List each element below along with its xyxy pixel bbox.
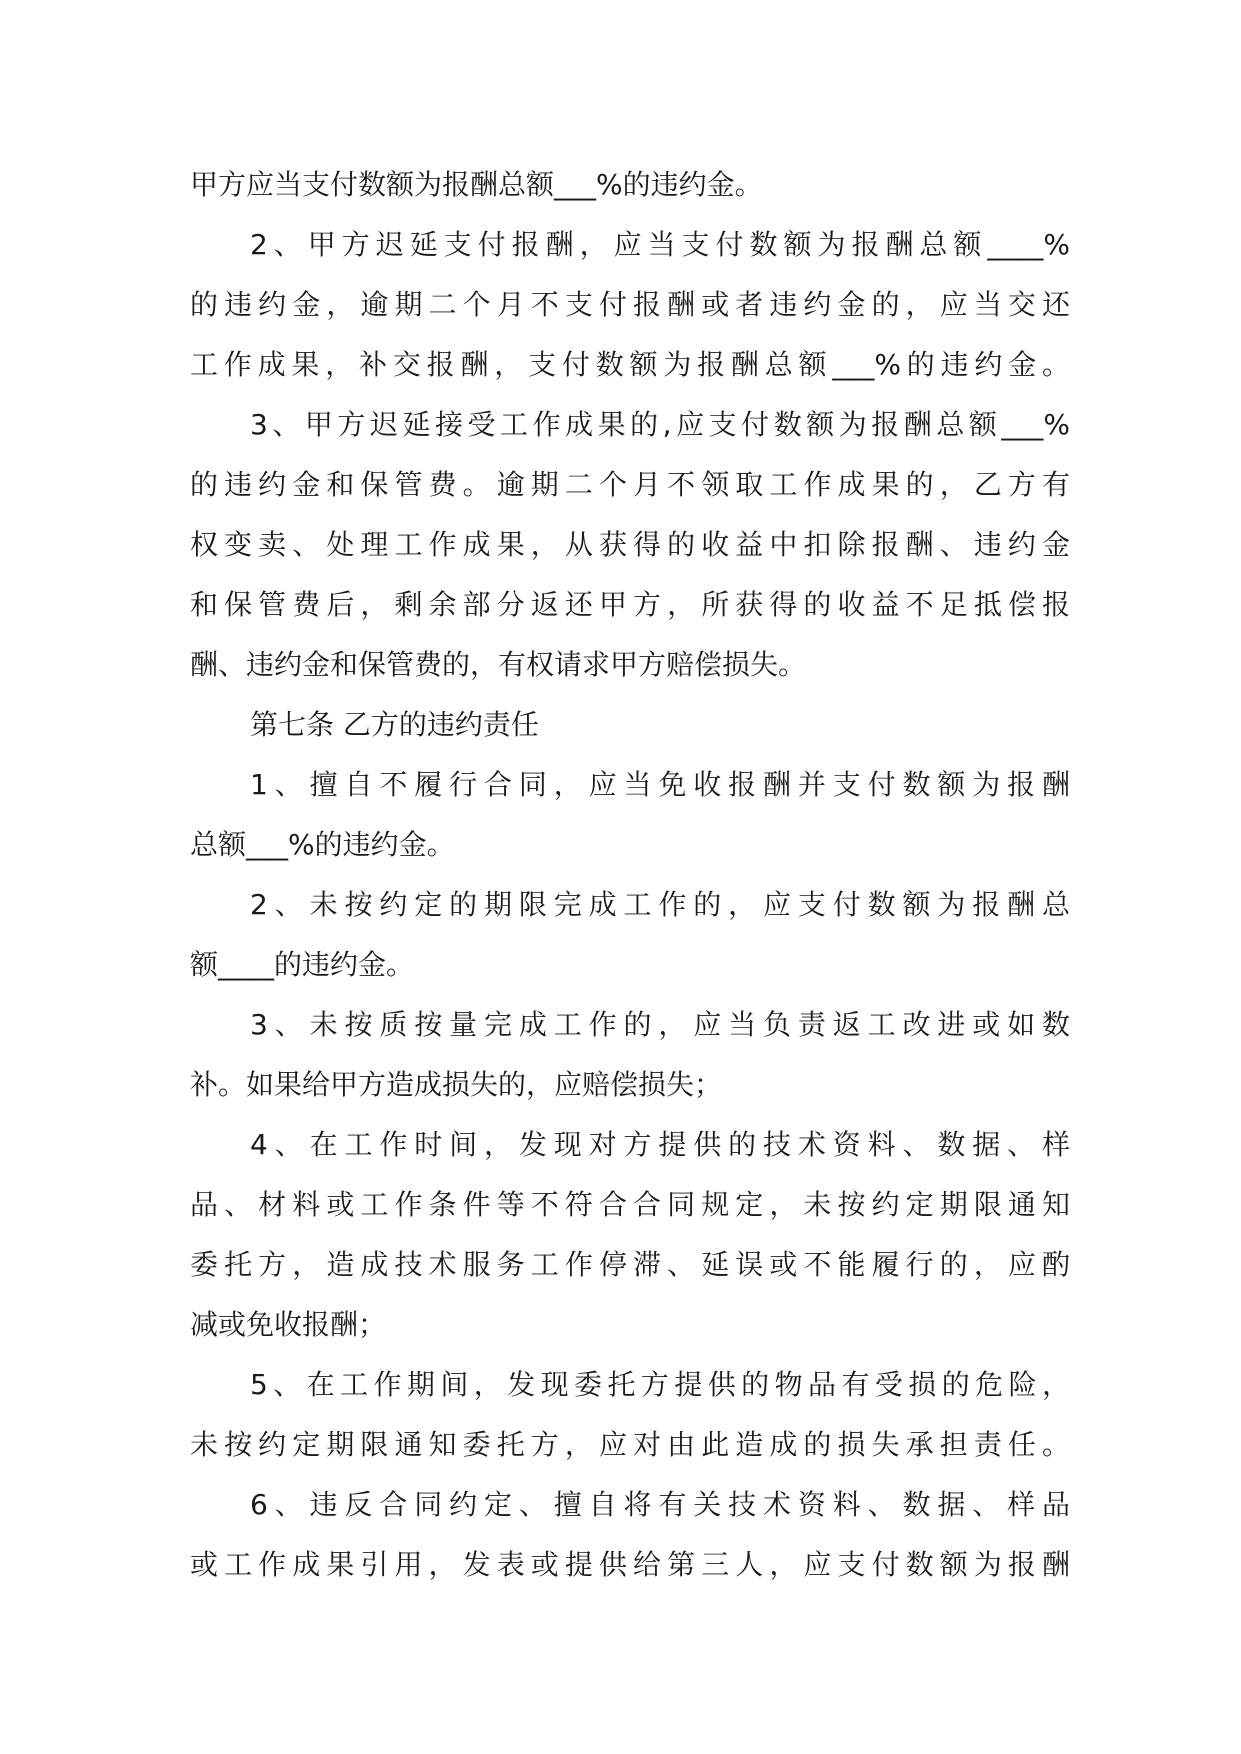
text-line-4: 工作成果，补交报酬，支付数额为报酬总额___%的违约金。 xyxy=(190,348,1070,381)
text-line-17: 4、在工作时间，发现对方提供的技术资料、数据、样 xyxy=(250,1128,1070,1161)
section-heading-article-7: 第七条 乙方的违约责任 xyxy=(250,708,539,741)
text-line-5: 3、甲方迟延接受工作成果的,应支付数额为报酬总额___% xyxy=(250,408,1070,441)
text-line-19: 委托方，造成技术服务工作停滞、延误或不能履行的，应酌 xyxy=(190,1248,1070,1281)
text-line-20: 减或免收报酬； xyxy=(190,1308,387,1341)
text-line-14: 额____的违约金。 xyxy=(190,948,415,981)
text-line-12: 总额___%的违约金。 xyxy=(190,828,455,861)
text-line-9: 酬、违约金和保管费的，有权请求甲方赔偿损失。 xyxy=(190,648,807,681)
text-line-21: 5、在工作期间，发现委托方提供的物品有受损的危险， xyxy=(250,1368,1070,1401)
text-line-18: 品、材料或工作条件等不符合合同规定，未按约定期限通知 xyxy=(190,1188,1070,1221)
text-line-16: 补。如果给甲方造成损失的，应赔偿损失； xyxy=(190,1068,723,1101)
text-line-23: 6、违反合同约定、擅自将有关技术资料、数据、样品 xyxy=(250,1488,1070,1521)
text-line-3: 的违约金，逾期二个月不支付报酬或者违约金的，应当交还 xyxy=(190,288,1070,321)
text-line-6: 的违约金和保管费。逾期二个月不领取工作成果的，乙方有 xyxy=(190,468,1070,501)
contract-text-body xyxy=(190,155,1070,1595)
text-line-2: 2、甲方迟延支付报酬，应当支付数额为报酬总额____% xyxy=(250,228,1070,261)
text-line-1: 甲方应当支付数额为报酬总额___%的违约金。 xyxy=(190,168,763,201)
text-line-22: 未按约定期限通知委托方，应对由此造成的损失承担责任。 xyxy=(190,1428,1070,1461)
text-line-11: 1、擅自不履行合同，应当免收报酬并支付数额为报酬 xyxy=(250,768,1070,801)
text-line-15: 3、未按质按量完成工作的，应当负责返工改进或如数 xyxy=(250,1008,1070,1041)
text-line-8: 和保管费后，剩余部分返还甲方，所获得的收益不足抵偿报 xyxy=(190,588,1070,621)
text-line-13: 2、未按约定的期限完成工作的，应支付数额为报酬总 xyxy=(250,888,1070,921)
text-line-24: 或工作成果引用，发表或提供给第三人，应支付数额为报酬 xyxy=(190,1548,1070,1581)
text-line-7: 权变卖、处理工作成果，从获得的收益中扣除报酬、违约金 xyxy=(190,528,1070,561)
